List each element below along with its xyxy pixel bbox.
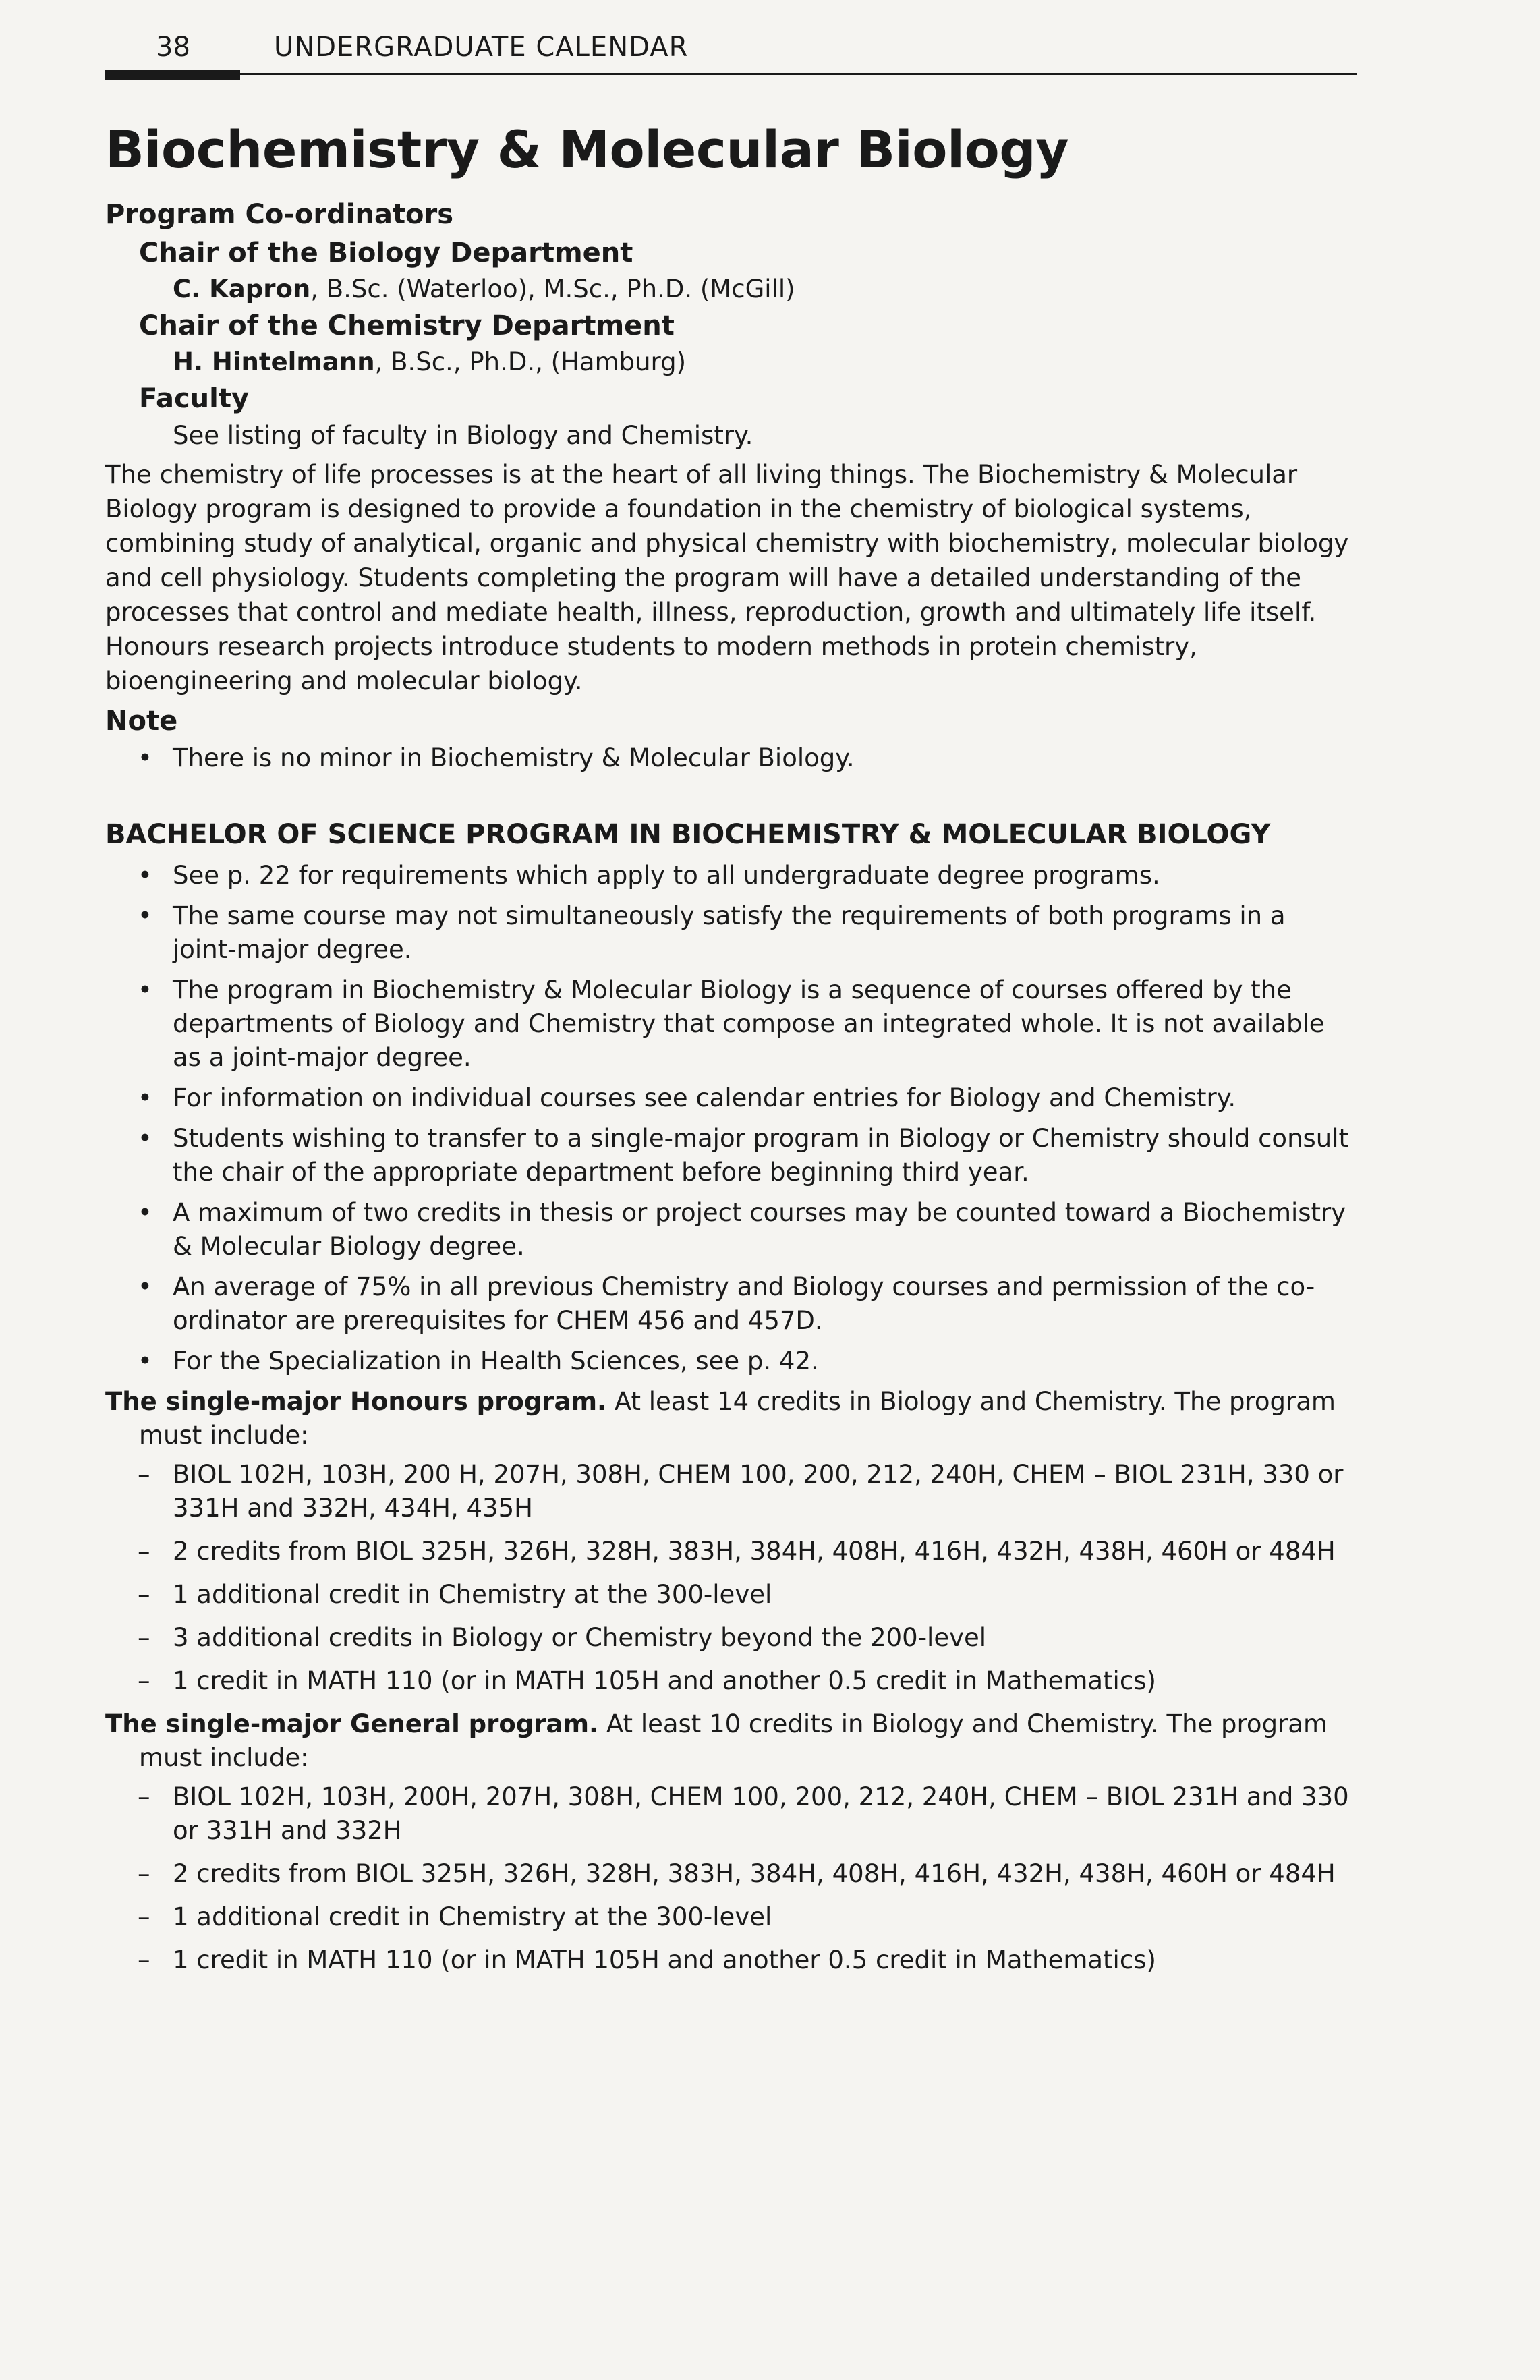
chemistry-chair-role: Chair of the Chemistry Department xyxy=(139,310,675,341)
bsc-bullet: • The program in Biochemistry & Molecular Biology is a sequence of courses offered by the departments of Biology and Chemistry that compose an integrated whole. It is not available as a joint-major degree. xyxy=(105,973,1350,1075)
biology-chair-credentials: , B.Sc. (Waterloo), M.Sc., Ph.D. (McGill) xyxy=(310,275,795,304)
header-bar-accent xyxy=(105,70,240,80)
bsc-bullet: • For the Specialization in Health Sciences, see p. 42. xyxy=(105,1344,1350,1378)
note-heading: Note xyxy=(105,706,178,737)
general-program-text: At least 10 credits in Biology and Chemistry. The program must include: xyxy=(139,1709,1328,1772)
honours-requirement: – 2 credits from BIOL 325H, 326H, 328H, 383H, 384H, 408H, 416H, 432H, 438H, 460H or 484H xyxy=(105,1535,1350,1568)
running-head: UNDERGRADUATE CALENDAR xyxy=(274,32,689,63)
bsc-bullet-list xyxy=(105,859,1350,1378)
note-item: • There is no minor in Biochemistry & Molecular Biology. xyxy=(105,741,1350,775)
honours-program-paragraph xyxy=(105,1385,1350,1452)
coordinators-heading: Program Co-ordinators xyxy=(105,199,454,230)
biology-chair-name: C. Kapron xyxy=(173,275,311,304)
biology-chair-role: Chair of the Biology Department xyxy=(139,237,633,268)
page-content xyxy=(105,115,1350,1987)
bsc-section-heading: BACHELOR OF SCIENCE PROGRAM IN BIOCHEMISTRY & MOLECULAR BIOLOGY xyxy=(105,819,1271,850)
header-rule xyxy=(105,73,1357,75)
honours-program-text: At least 14 credits in Biology and Chemistry. The program must include: xyxy=(139,1387,1336,1450)
note-list xyxy=(105,741,1350,775)
honours-program-lead: The single-major Honours program. xyxy=(105,1387,607,1416)
bsc-bullet: • For information on individual courses see calendar entries for Biology and Chemistry. xyxy=(105,1081,1350,1115)
bsc-bullet: • The same course may not simultaneously satisfy the requirements of both programs in a joint-major degree. xyxy=(105,899,1350,967)
general-program-paragraph xyxy=(105,1707,1350,1775)
honours-requirement: – 1 credit in MATH 110 (or in MATH 105H and another 0.5 credit in Mathematics) xyxy=(105,1664,1350,1698)
honours-requirement: – BIOL 102H, 103H, 200 H, 207H, 308H, CHEM 100, 200, 212, 240H, CHEM – BIOL 231H, 330 or 331H and 332H, 434H, 435H xyxy=(105,1458,1350,1525)
faculty-heading: Faculty xyxy=(139,383,250,414)
intro-paragraph: The chemistry of life processes is at the heart of all living things. The Biochemistry & Molecular Biology program is designed to provide a foundation in the chemistry of biological systems, combining study of analytical, organic and physical chemistry with biochemistry, molecular biology and cell physiology. Students completing the program will have a detailed understanding of the processes that control and mediate health, illness, reproduction, growth and ultimately life itself. Honours research projects introduce students to modern methods in protein chemistry, bioengineering and molecular biology. xyxy=(105,460,1349,696)
biology-chair-person xyxy=(173,271,1350,308)
bsc-bullet: • Students wishing to transfer to a single-major program in Biology or Chemistry should consult the chair of the appropriate department before beginning third year. xyxy=(105,1122,1350,1189)
bsc-bullet: • See p. 22 for requirements which apply to all undergraduate degree programs. xyxy=(105,859,1350,893)
general-requirement: – 1 credit in MATH 110 (or in MATH 105H and another 0.5 credit in Mathematics) xyxy=(105,1944,1350,1977)
general-requirements-list xyxy=(105,1780,1350,1977)
page-number: 38 xyxy=(156,32,190,63)
bsc-bullet: • An average of 75% in all previous Chemistry and Biology courses and permission of the co-ordinator are prerequisites for CHEM 456 and 457D. xyxy=(105,1270,1350,1338)
chemistry-chair-person xyxy=(173,344,1350,380)
honours-requirement: – 1 additional credit in Chemistry at the 300-level xyxy=(105,1578,1350,1612)
honours-requirements-list xyxy=(105,1458,1350,1698)
general-program-lead: The single-major General program. xyxy=(105,1709,599,1738)
faculty-text: See listing of faculty in Biology and Chemistry. xyxy=(173,421,753,450)
general-requirement: – 2 credits from BIOL 325H, 326H, 328H, 383H, 384H, 408H, 416H, 432H, 438H, 460H or 484H xyxy=(105,1857,1350,1891)
page-title: Biochemistry & Molecular Biology xyxy=(105,119,1069,179)
chemistry-chair-credentials: , B.Sc., Ph.D., (Hamburg) xyxy=(374,347,687,376)
chemistry-chair-name: H. Hintelmann xyxy=(173,347,375,376)
bsc-bullet: • A maximum of two credits in thesis or project courses may be counted toward a Biochemistry & Molecular Biology degree. xyxy=(105,1196,1350,1264)
general-requirement: – BIOL 102H, 103H, 200H, 207H, 308H, CHEM 100, 200, 212, 240H, CHEM – BIOL 231H and 330 or 331H and 332H xyxy=(105,1780,1350,1848)
honours-requirement: – 3 additional credits in Biology or Chemistry beyond the 200-level xyxy=(105,1621,1350,1655)
general-requirement: – 1 additional credit in Chemistry at the 300-level xyxy=(105,1900,1350,1934)
